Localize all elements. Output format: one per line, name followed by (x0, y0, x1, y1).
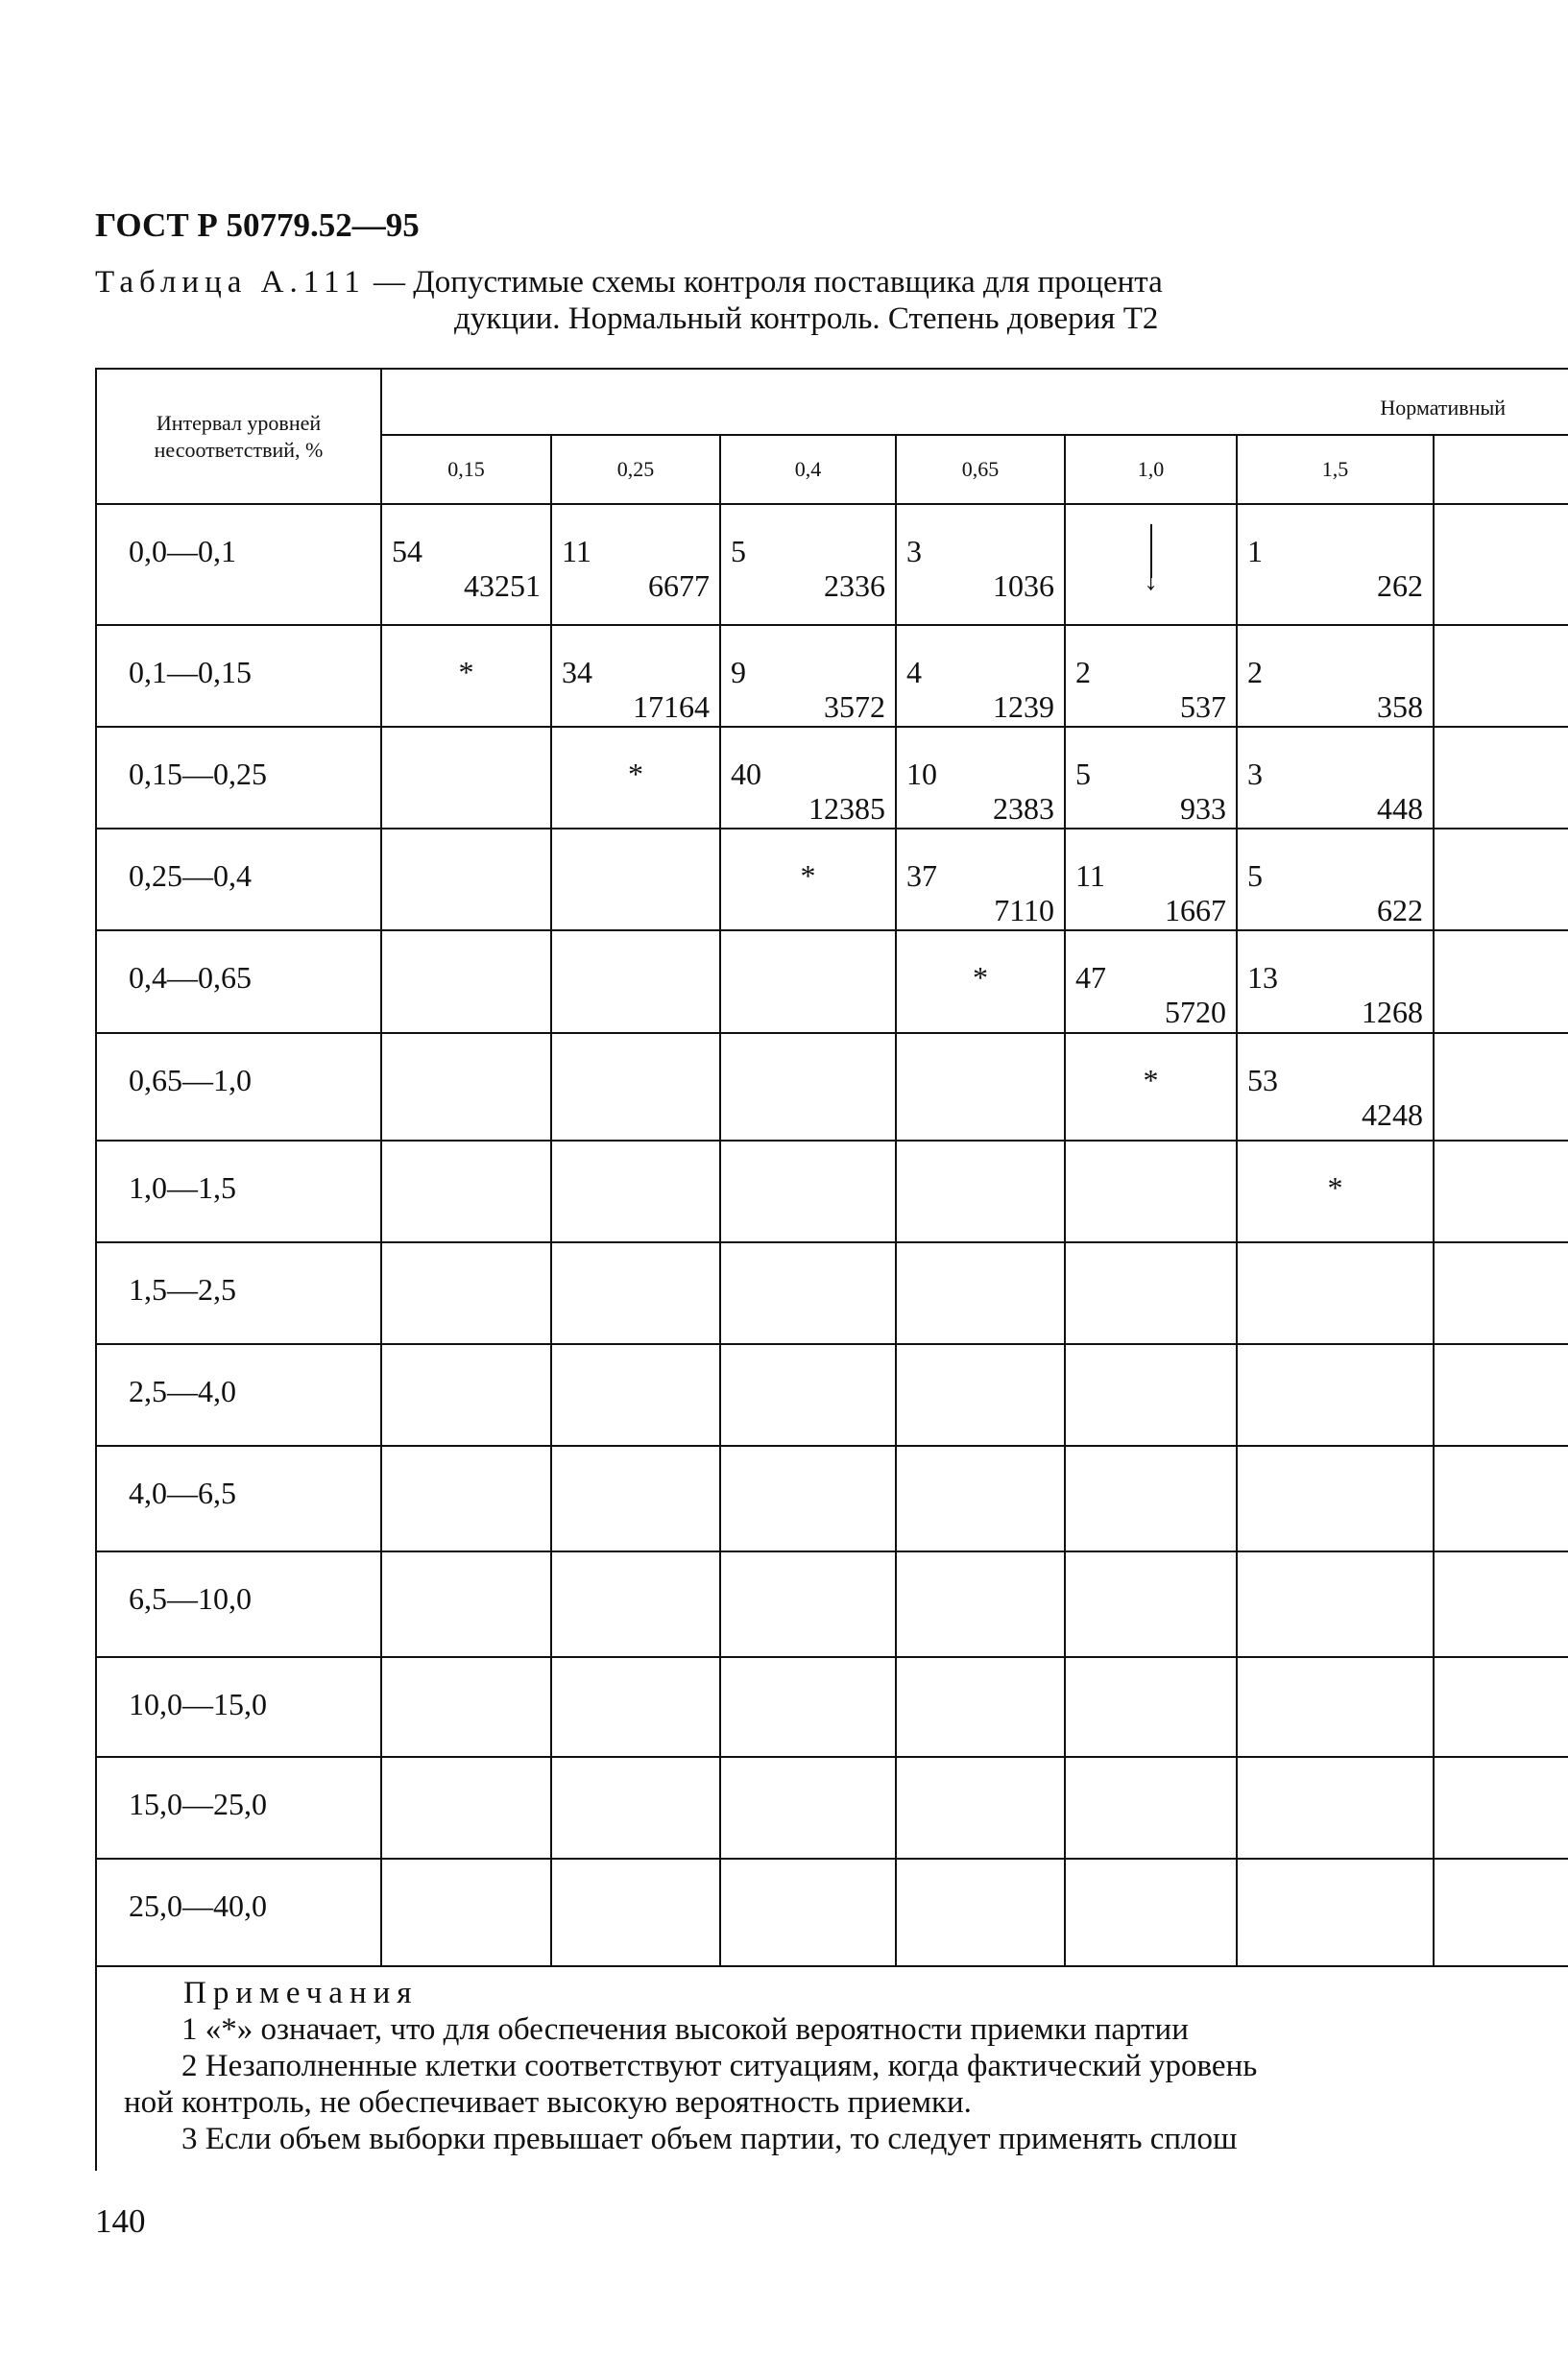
table-cell (381, 1657, 551, 1757)
table-cell (1237, 930, 1434, 1033)
row-interval-label: 25,0—40,0 (96, 1859, 381, 1966)
cell-asterisk-mark: * (1327, 1170, 1343, 1205)
table-cell (1065, 1446, 1237, 1551)
table-cell (720, 1757, 896, 1859)
column-header-cut (1434, 435, 1568, 504)
cell-acceptance-number: 54 (392, 534, 422, 568)
cell-sample-size: 537 (1180, 689, 1226, 724)
row-interval-label: 0,0—0,1 (96, 504, 381, 625)
table-row (96, 1141, 1568, 1242)
cell-sample-size: 1036 (993, 568, 1054, 603)
table-row (96, 1757, 1568, 1859)
cell-acceptance-number: 13 (1247, 960, 1278, 995)
table-cell (1237, 1657, 1434, 1757)
table-cell (720, 625, 896, 727)
table-cell (381, 625, 551, 727)
table-cell (551, 1344, 720, 1446)
table-cell (896, 930, 1065, 1033)
table-row (96, 1551, 1568, 1657)
table-row (96, 1859, 1568, 1966)
table-cell (1237, 1344, 1434, 1446)
cell-acceptance-number: 4 (906, 655, 922, 689)
table-cell (720, 1141, 896, 1242)
table-cell (1237, 1446, 1434, 1551)
table-cell-cut (1434, 930, 1568, 1033)
note-3: 3 Если объем выборки превышает объем партии, то следует применять сплош (181, 2122, 1238, 2156)
table-cell (381, 1242, 551, 1344)
cell-acceptance-number: 2 (1075, 655, 1091, 689)
note-1: 1 «*» означает, что для обеспечения высокой вероятности приемки партии (181, 2012, 1189, 2047)
cell-acceptance-number: 5 (1247, 858, 1263, 893)
table-cell (1237, 1757, 1434, 1859)
table-row (96, 930, 1568, 1033)
cell-sample-size: 2383 (993, 791, 1054, 826)
table-cell (1065, 1657, 1237, 1757)
table-cell (1237, 1033, 1434, 1141)
row-interval-label: 4,0—6,5 (96, 1446, 381, 1551)
row-interval-label: 0,15—0,25 (96, 727, 381, 829)
table-cell (381, 1859, 551, 1966)
table-cell (381, 504, 551, 625)
notes-row (96, 1966, 1568, 2171)
cell-acceptance-number: 10 (906, 757, 937, 791)
table-cell (1237, 829, 1434, 930)
table-cell (720, 1033, 896, 1141)
table-caption (95, 265, 1163, 301)
row-interval-label: 2,5—4,0 (96, 1344, 381, 1446)
cell-sample-size: 448 (1377, 791, 1423, 826)
table-cell-cut (1434, 1657, 1568, 1757)
cell-sample-size: 4248 (1362, 1097, 1423, 1132)
table-cell-cut (1434, 829, 1568, 930)
table-cell (381, 727, 551, 829)
column-header: 1,0 (1065, 435, 1237, 504)
note-2-continued: ной контроль, не обеспечивает высокую вероятность приемки. (124, 2085, 972, 2120)
cell-sample-size: 7110 (994, 893, 1054, 927)
cell-sample-size: 2336 (824, 568, 885, 603)
cell-acceptance-number: 3 (906, 534, 922, 568)
table-cell (896, 1657, 1065, 1757)
table-cell (1065, 625, 1237, 727)
table-cell-cut (1434, 1242, 1568, 1344)
table-cell-cut (1434, 1551, 1568, 1657)
table-cell (896, 625, 1065, 727)
cell-acceptance-number: 5 (731, 534, 746, 568)
table-cell (720, 727, 896, 829)
table-row (96, 504, 1568, 625)
table-cell (1237, 727, 1434, 829)
table-cell (720, 930, 896, 1033)
table-cell (720, 1859, 896, 1966)
table-cell-cut (1434, 1141, 1568, 1242)
table-viewport (95, 368, 1568, 2171)
table-cell (896, 1242, 1065, 1344)
column-header: 1,5 (1237, 435, 1434, 504)
table-cell (1065, 504, 1237, 625)
table-row (96, 1344, 1568, 1446)
table-notes (96, 1966, 1568, 2171)
corner-header (96, 369, 381, 504)
table-cell (896, 727, 1065, 829)
table-cell (381, 930, 551, 1033)
notes-heading: Примечания (183, 1976, 419, 2010)
table-row (96, 1242, 1568, 1344)
cell-acceptance-number: 11 (1075, 858, 1105, 893)
cell-acceptance-number: 5 (1075, 757, 1091, 791)
table-row (96, 1446, 1568, 1551)
table-cell (551, 1551, 720, 1657)
cell-sample-size: 6677 (648, 568, 710, 603)
control-schemes-table (95, 368, 1568, 2171)
table-cell (551, 1757, 720, 1859)
cell-asterisk-mark: * (1143, 1063, 1159, 1097)
cell-sample-size: 933 (1180, 791, 1226, 826)
table-cell (551, 727, 720, 829)
cell-acceptance-number: 11 (562, 534, 591, 568)
table-cell (896, 1551, 1065, 1657)
table-cell (720, 1242, 896, 1344)
cell-sample-size: 1268 (1362, 995, 1423, 1029)
cell-sample-size: 3572 (824, 689, 885, 724)
table-caption-label: Таблица А.111 (95, 265, 366, 300)
table-cell-cut (1434, 727, 1568, 829)
document-code: ГОСТ Р 50779.52—95 (95, 206, 420, 244)
table-cell (896, 1344, 1065, 1446)
cell-acceptance-number: 53 (1247, 1063, 1278, 1097)
row-interval-label: 0,65—1,0 (96, 1033, 381, 1141)
table-cell (551, 829, 720, 930)
cell-asterisk-mark: * (800, 858, 816, 893)
corner-header-line2: несоответствий, % (154, 437, 324, 462)
table-cell (551, 1859, 720, 1966)
table-cell (720, 829, 896, 930)
row-interval-label: 0,4—0,65 (96, 930, 381, 1033)
table-caption-line2: дукции. Нормальный контроль. Степень доверия Т2 (454, 301, 1159, 336)
column-header: 0,4 (720, 435, 896, 504)
table-cell (1237, 1141, 1434, 1242)
table-cell (1065, 1757, 1237, 1859)
table-cell (1065, 1551, 1237, 1657)
cell-acceptance-number: 47 (1075, 960, 1106, 995)
table-row (96, 1033, 1568, 1141)
cell-sample-size: 1667 (1165, 893, 1226, 927)
table-cell (720, 1657, 896, 1757)
table-cell (720, 1344, 896, 1446)
table-cell (720, 1551, 896, 1657)
row-interval-label: 1,0—1,5 (96, 1141, 381, 1242)
table-cell (720, 1446, 896, 1551)
table-row (96, 1657, 1568, 1757)
cell-sample-size: 262 (1377, 568, 1423, 603)
cell-asterisk-mark: * (973, 960, 988, 995)
table-row (96, 829, 1568, 930)
column-header: 0,65 (896, 435, 1065, 504)
table-cell (896, 1757, 1065, 1859)
table-cell (1065, 1141, 1237, 1242)
page-number: 140 (95, 2202, 146, 2240)
table-cell (1065, 930, 1237, 1033)
table-cell (1237, 625, 1434, 727)
table-cell (381, 829, 551, 930)
header-row-group (96, 369, 1568, 435)
table-cell (1065, 1033, 1237, 1141)
arrow-down-icon: ↓ (1144, 565, 1158, 596)
table-cell (1065, 1859, 1237, 1966)
table-cell (1237, 1242, 1434, 1344)
row-interval-label: 0,1—0,15 (96, 625, 381, 727)
row-interval-label: 6,5—10,0 (96, 1551, 381, 1657)
table-row (96, 625, 1568, 727)
table-cell-cut (1434, 504, 1568, 625)
cell-sample-size: 5720 (1165, 995, 1226, 1029)
corner-header-line1: Интервал уровней (156, 410, 322, 435)
table-cell (551, 504, 720, 625)
table-cell (381, 1551, 551, 1657)
cell-sample-size: 43251 (464, 568, 541, 603)
row-interval-label: 1,5—2,5 (96, 1242, 381, 1344)
table-cell (896, 504, 1065, 625)
table-cell (381, 1446, 551, 1551)
table-cell (381, 1141, 551, 1242)
table-cell (551, 1242, 720, 1344)
table-cell (1065, 829, 1237, 930)
table-cell (551, 1657, 720, 1757)
table-cell-cut (1434, 1344, 1568, 1446)
cell-acceptance-number: 3 (1247, 757, 1263, 791)
table-cell (1065, 1242, 1237, 1344)
table-cell (551, 1033, 720, 1141)
cell-acceptance-number: 40 (731, 757, 761, 791)
table-cell (896, 1859, 1065, 1966)
table-cell (1065, 727, 1237, 829)
table-cell (551, 1141, 720, 1242)
cell-sample-size: 12385 (808, 791, 885, 826)
note-2: 2 Незаполненные клетки соответствуют ситуациям, когда фактический уровень (181, 2049, 1258, 2083)
table-cell (1237, 1551, 1434, 1657)
table-cell (551, 1446, 720, 1551)
table-row (96, 727, 1568, 829)
table-caption-text: — Допустимые схемы контроля поставщика для процента (365, 265, 1163, 300)
table-cell (381, 1033, 551, 1141)
table-cell-cut (1434, 1446, 1568, 1551)
table-cell-cut (1434, 625, 1568, 727)
table-cell (1237, 504, 1434, 625)
group-header-normative: Нормативный (381, 369, 1568, 435)
cell-asterisk-mark: * (458, 655, 474, 689)
cell-asterisk-mark: * (628, 757, 643, 791)
table-cell-cut (1434, 1859, 1568, 1966)
table-cell (1065, 1344, 1237, 1446)
table-cell-cut (1434, 1757, 1568, 1859)
cell-acceptance-number: 34 (562, 655, 592, 689)
row-interval-label: 15,0—25,0 (96, 1757, 381, 1859)
table-cell (896, 829, 1065, 930)
column-header: 0,25 (551, 435, 720, 504)
table-cell-cut (1434, 1033, 1568, 1141)
table-cell (896, 1033, 1065, 1141)
table-cell (896, 1141, 1065, 1242)
cell-sample-size: 1239 (993, 689, 1054, 724)
cell-sample-size: 358 (1377, 689, 1423, 724)
row-interval-label: 10,0—15,0 (96, 1657, 381, 1757)
table-cell (381, 1757, 551, 1859)
cell-sample-size: 622 (1377, 893, 1423, 927)
table-cell (381, 1344, 551, 1446)
row-interval-label: 0,25—0,4 (96, 829, 381, 930)
cell-acceptance-number: 9 (731, 655, 746, 689)
column-header: 0,15 (381, 435, 551, 504)
table-cell (896, 1446, 1065, 1551)
table-cell (551, 930, 720, 1033)
table-cell (1237, 1859, 1434, 1966)
cell-sample-size: 17164 (633, 689, 710, 724)
cell-acceptance-number: 37 (906, 858, 937, 893)
cell-acceptance-number: 1 (1247, 534, 1263, 568)
cell-acceptance-number: 2 (1247, 655, 1263, 689)
table-cell (551, 625, 720, 727)
table-cell (720, 504, 896, 625)
